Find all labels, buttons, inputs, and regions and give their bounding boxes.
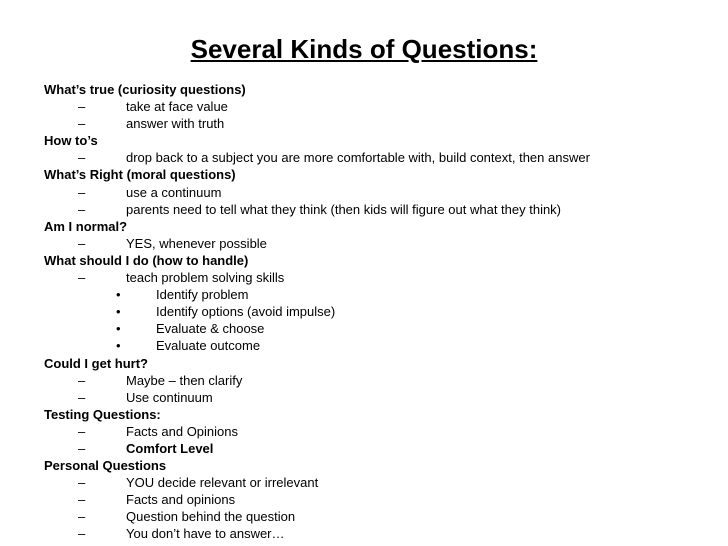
list-item-text: parents need to tell what they think (then kids will figure out what they think) (126, 201, 562, 217)
list-item (44, 474, 319, 491)
list-item (44, 184, 248, 201)
dash-marker: – (78, 475, 86, 491)
bullet-item (44, 286, 248, 303)
section-heading: Am I normal? (44, 218, 128, 234)
dash-marker: – (78, 526, 86, 542)
list-item (44, 115, 248, 132)
section-heading: Personal Questions (44, 458, 167, 474)
section-heading: How to’s (44, 133, 98, 149)
bullet-marker: • (116, 287, 121, 303)
list-item-text: YOU decide relevant or irrelevant (126, 475, 319, 491)
dash-marker: – (78, 201, 86, 217)
bullet-item (44, 337, 261, 354)
dash-marker: – (78, 270, 86, 286)
dash-marker: – (78, 440, 86, 456)
dash-marker: – (78, 423, 86, 439)
list-item-text: Comfort Level (126, 440, 214, 456)
section-heading: What should I do (how to handle) (44, 252, 249, 268)
bullet-item-text: Evaluate & choose (156, 321, 265, 337)
list-item (44, 201, 562, 218)
list-item-text: YES, whenever possible (126, 235, 267, 251)
list-item (44, 508, 296, 525)
bullet-item-text: Identify problem (156, 287, 249, 303)
section-heading: Testing Questions: (44, 406, 161, 422)
bullet-item (44, 320, 265, 337)
dash-marker: – (78, 492, 86, 508)
list-item-text: Use continuum (126, 389, 213, 405)
list-item (44, 235, 267, 252)
list-item (44, 149, 590, 166)
list-item-text: You don’t have to answer… (126, 526, 285, 542)
list-item-text: Maybe – then clarify (126, 372, 243, 388)
bullet-marker: • (116, 338, 121, 354)
list-item (44, 440, 248, 457)
bullet-item-text: Evaluate outcome (156, 338, 261, 354)
list-item (44, 389, 248, 406)
bullet-marker: • (116, 321, 121, 337)
dash-marker: – (78, 150, 86, 166)
dash-marker: – (78, 116, 86, 132)
list-item (44, 525, 285, 542)
list-item (44, 423, 248, 440)
list-item-text: take at face value (126, 99, 228, 115)
dash-marker: – (78, 372, 86, 388)
list-item-text: use a continuum (126, 184, 222, 200)
bullet-item (44, 303, 336, 320)
page-title: Several Kinds of Questions: (190, 34, 538, 64)
dash-marker: – (78, 235, 86, 251)
list-item-text: Facts and Opinions (126, 423, 239, 439)
dash-marker: – (78, 184, 86, 200)
section-heading: Could I get hurt? (44, 355, 148, 371)
list-item (44, 269, 285, 286)
list-item (44, 491, 248, 508)
list-item (44, 372, 248, 389)
bullet-marker: • (116, 304, 121, 320)
list-item-text: Question behind the question (126, 509, 296, 525)
list-item (44, 98, 248, 115)
list-item-text: teach problem solving skills (126, 270, 285, 286)
list-item-text: Facts and opinions (126, 492, 236, 508)
dash-marker: – (78, 99, 86, 115)
dash-marker: – (78, 509, 86, 525)
list-item-text: drop back to a subject you are more comfortable with, build context, then answer (126, 150, 590, 166)
list-item-text: answer with truth (126, 116, 225, 132)
section-heading: What’s Right (moral questions) (44, 167, 236, 183)
question-list (44, 81, 590, 543)
section-heading: What’s true (curiosity questions) (44, 82, 246, 97)
bullet-item-text: Identify options (avoid impulse) (156, 304, 336, 320)
dash-marker: – (78, 389, 86, 405)
